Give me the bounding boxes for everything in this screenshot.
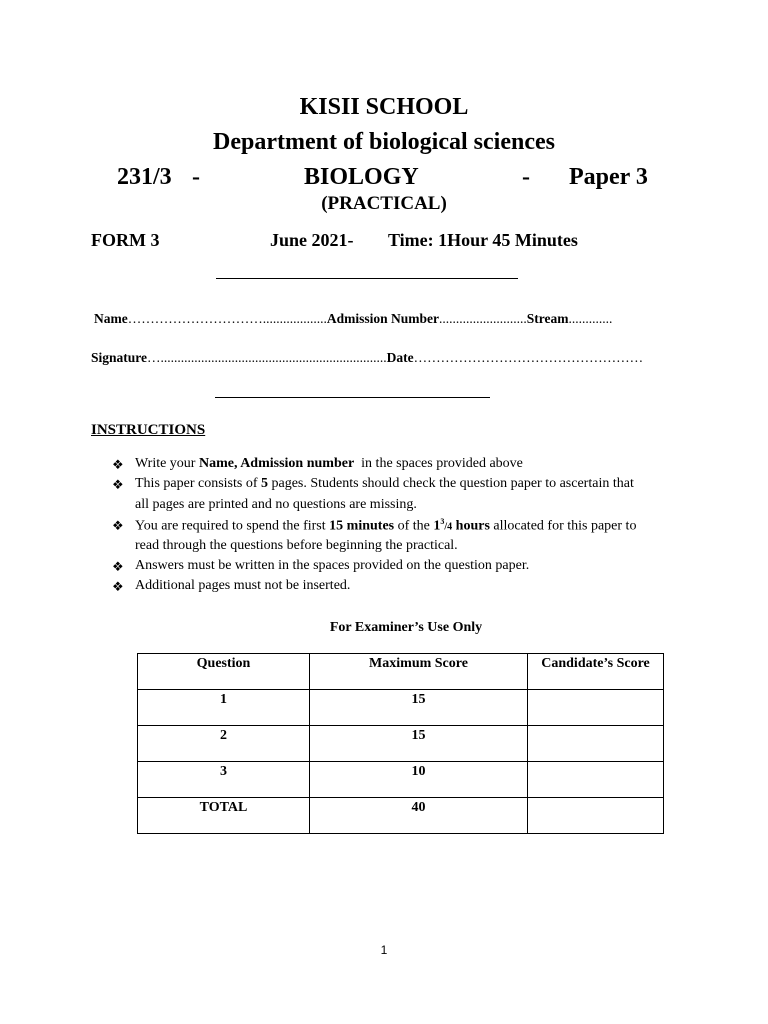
divider-bottom [215, 397, 490, 398]
candidate-score-cell[interactable] [528, 762, 664, 798]
table-row [138, 690, 664, 726]
signature-line[interactable] [91, 350, 643, 366]
question-cell: 2 [138, 726, 310, 762]
stream-label: Stream [526, 311, 569, 326]
header-dash-1: - [192, 164, 200, 190]
question-cell: 1 [138, 690, 310, 726]
bullet-icon: ❖ [112, 579, 124, 594]
instruction-2-continued: all pages are printed and no questions are missing. [135, 497, 417, 512]
instruction-4: Answers must be written in the spaces provided on the question paper. [135, 558, 530, 573]
instructions-heading: INSTRUCTIONS [91, 422, 206, 438]
score-table [137, 653, 664, 834]
header-max-score: Maximum Score [310, 654, 528, 690]
name-label: Name [94, 311, 128, 326]
examiner-title: For Examiner’s Use Only [329, 620, 483, 635]
table-header-row [138, 654, 664, 690]
form-label: FORM 3 [91, 230, 160, 250]
instruction-3-continued: read through the questions before beginning the practical. [135, 538, 458, 553]
instruction-1: Write your Name, Admission number in the spaces provided above [135, 456, 523, 471]
total-max-cell: 40 [310, 798, 528, 834]
instruction-2: This paper consists of 5 pages. Students should check the question paper to ascertain that [135, 476, 634, 491]
exam-date: June 2021- [270, 230, 354, 250]
candidate-score-cell[interactable] [528, 726, 664, 762]
max-score-cell: 15 [310, 726, 528, 762]
max-score-cell: 10 [310, 762, 528, 798]
bullet-icon: ❖ [112, 457, 124, 472]
name-blank[interactable]: …………………………................... [127, 311, 327, 326]
paper-code: 231/3 [117, 164, 172, 190]
candidate-score-cell[interactable] [528, 690, 664, 726]
signature-blank[interactable]: …................................................................... [147, 350, 387, 365]
table-row [138, 762, 664, 798]
admission-label: Admission Number [326, 311, 440, 326]
admission-blank[interactable]: .......................... [439, 311, 527, 326]
subject-name: BIOLOGY [304, 164, 419, 190]
table-total-row [138, 798, 664, 834]
total-candidate-cell[interactable] [528, 798, 664, 834]
header-question: Question [138, 654, 310, 690]
exam-time: Time: 1Hour 45 Minutes [388, 230, 578, 250]
max-score-cell: 15 [310, 690, 528, 726]
name-line[interactable] [94, 311, 612, 327]
instruction-5: Additional pages must not be inserted. [135, 578, 351, 593]
date-label: Date [386, 350, 414, 365]
bullet-icon: ❖ [112, 477, 124, 492]
table-row [138, 726, 664, 762]
question-cell: 3 [138, 762, 310, 798]
practical-label: (PRACTICAL) [321, 193, 447, 214]
divider-top [216, 278, 518, 279]
instruction-3: You are required to spend the first 15 minutes of the $1^3/4$ hours allocated for this paper to [135, 517, 637, 534]
stream-blank[interactable]: ............. [568, 311, 613, 326]
page-number: 1 [380, 943, 388, 957]
date-blank[interactable]: …………………………………………… [413, 350, 644, 365]
header-candidate-score: Candidate’s Score [528, 654, 664, 690]
total-label-cell: TOTAL [138, 798, 310, 834]
bullet-icon: ❖ [112, 518, 124, 533]
bullet-icon: ❖ [112, 559, 124, 574]
school-name: KISII SCHOOL [299, 94, 469, 120]
department-name: Department of biological sciences [213, 129, 555, 155]
signature-label: Signature [91, 350, 148, 365]
header-dash-2: - [522, 164, 530, 190]
paper-number: Paper 3 [569, 164, 648, 190]
